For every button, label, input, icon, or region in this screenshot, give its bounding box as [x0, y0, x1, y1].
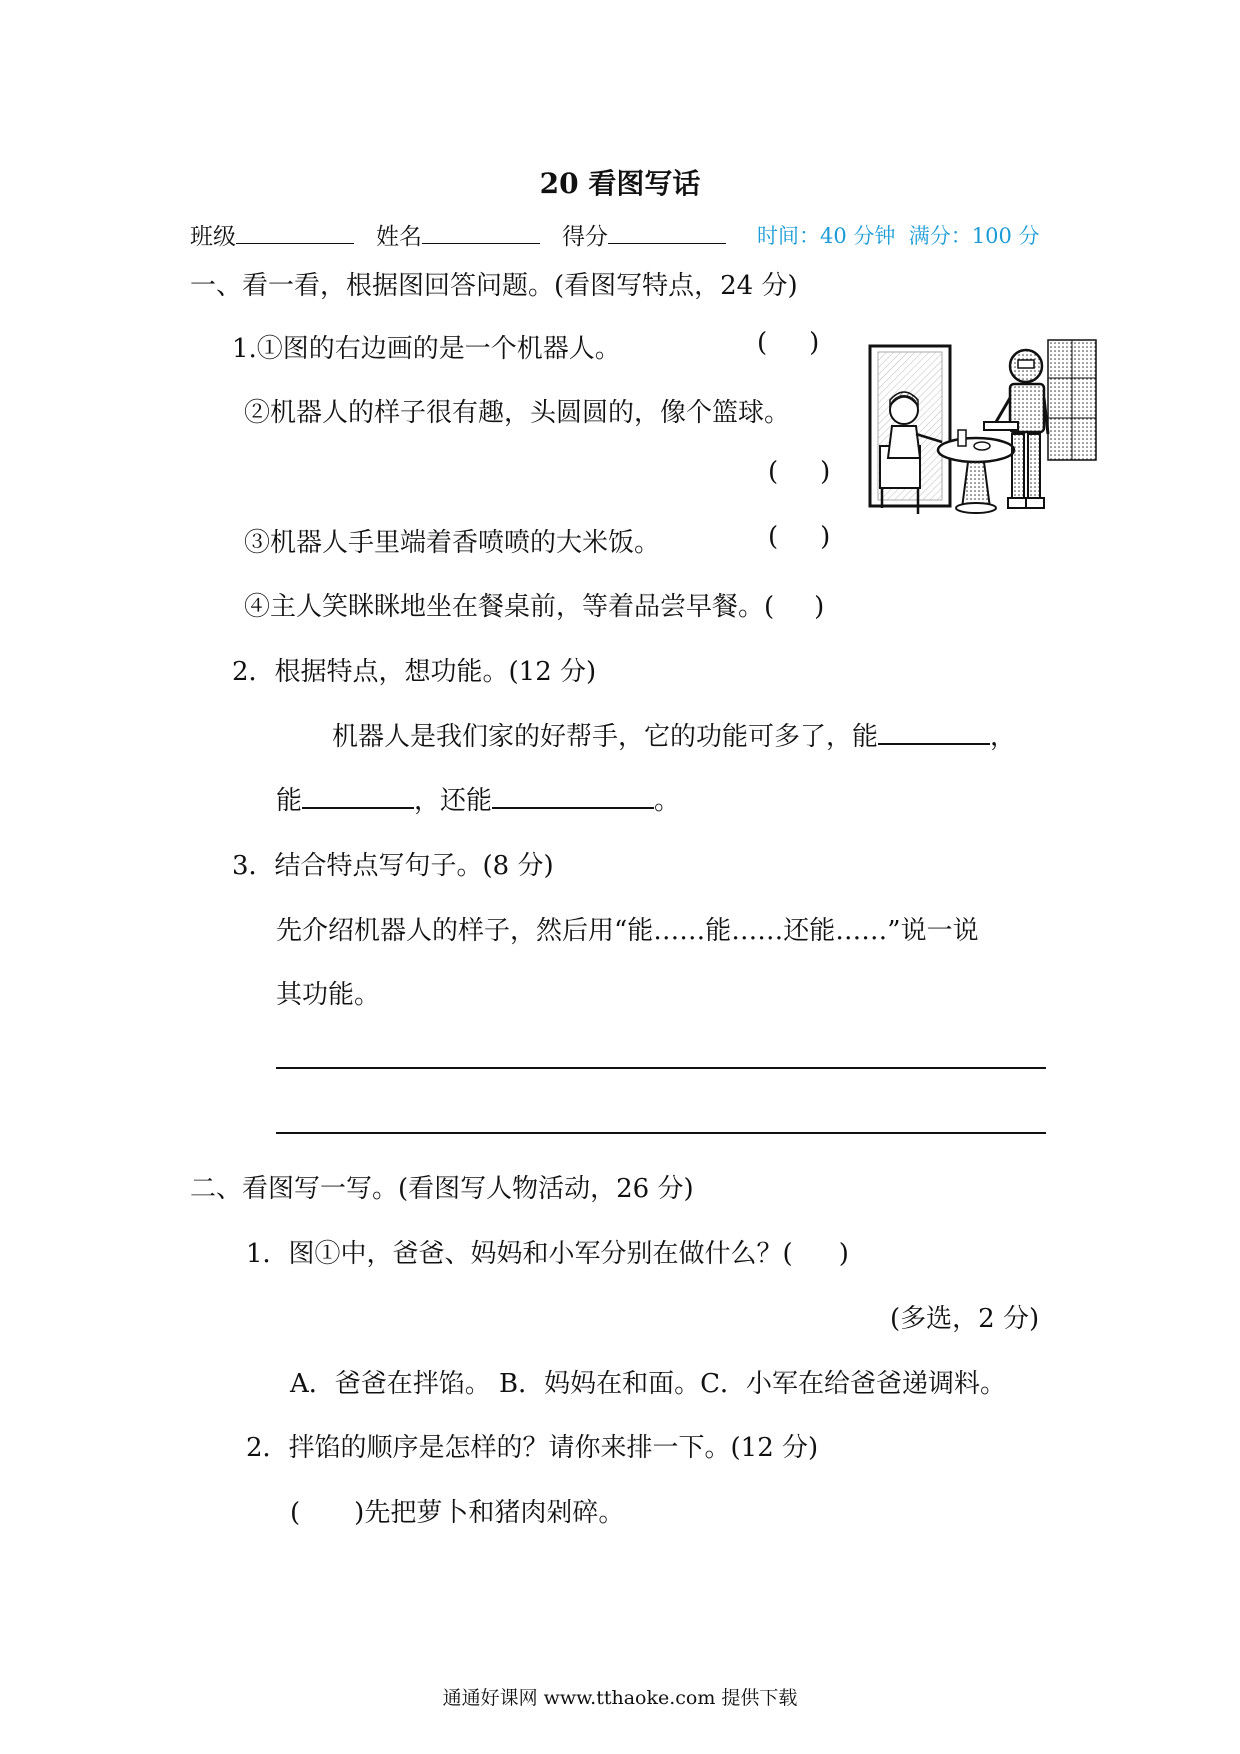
answer-paren-2[interactable]: ( )	[768, 457, 831, 487]
writing-line-1[interactable]	[276, 1067, 1046, 1069]
answer-paren-4[interactable]: ( )	[764, 592, 825, 622]
score-label: 得分	[562, 224, 608, 250]
q2-prompt: 2．根据特点，想功能。(12 分)	[232, 657, 597, 687]
answer-paren-3[interactable]: ( )	[768, 522, 831, 552]
q1-statement-2: ②机器人的样子很有趣，头圆圆的，像个篮球。	[244, 398, 791, 428]
section1-heading: 一、看一看，根据图回答问题。(看图写特点，24 分)	[190, 271, 798, 301]
robot-serving-illustration	[858, 338, 1098, 520]
function-blank-1[interactable]	[878, 717, 990, 745]
section2-heading: 二、看图写一写。(看图写人物活动，26 分)	[190, 1174, 694, 1204]
q3-instruction-1: 先介绍机器人的样子，然后用“能……能……还能……”说一说	[276, 916, 979, 946]
s2-q1-options: A．爸爸在拌馅。 B．妈妈在和面。C．小军在给爸爸递调料。	[290, 1369, 1007, 1399]
class-field[interactable]	[190, 218, 354, 251]
class-blank[interactable]	[236, 223, 354, 244]
page-title: 20 看图写话	[539, 167, 701, 200]
footer-credit: 通通好课网 www.tthaoke.com 提供下载	[442, 1687, 798, 1709]
time-info: 时间：40 分钟	[757, 224, 896, 248]
s2-q2-item-1: ( )先把萝卜和猪肉剁碎。	[290, 1498, 625, 1528]
score-field[interactable]	[562, 218, 726, 251]
q2-sentence-line2: 能 ，还能 。	[276, 780, 680, 817]
q3-instruction-2: 其功能。	[276, 980, 381, 1010]
function-blank-3[interactable]	[492, 781, 654, 809]
s2-q2-prompt: 2．拌馅的顺序是怎样的？请你来排一下。(12 分)	[246, 1433, 819, 1463]
q2-sentence-line1: 机器人是我们家的好帮手，它的功能可多了，能 ，	[332, 716, 1016, 753]
q1-statement-1: 1.①图的右边画的是一个机器人。	[232, 334, 621, 364]
answer-paren-1[interactable]: ( )	[757, 328, 820, 358]
writing-line-2[interactable]	[276, 1132, 1046, 1134]
q3-prompt: 3．结合特点写句子。(8 分)	[232, 851, 554, 881]
name-field[interactable]	[376, 218, 540, 251]
name-label: 姓名	[376, 224, 422, 250]
name-blank[interactable]	[422, 223, 540, 244]
full-score: 满分：100 分	[908, 224, 1040, 248]
order-paren-1[interactable]: ( )	[290, 1498, 365, 1528]
score-blank[interactable]	[608, 223, 726, 244]
class-label: 班级	[190, 224, 236, 250]
s2-q1-note: (多选，2 分)	[890, 1304, 1040, 1334]
s2-q1-prompt: 1．图①中，爸爸、妈妈和小军分别在做什么？( )	[246, 1239, 849, 1269]
q1-statement-3: ③机器人手里端着香喷喷的大米饭。	[244, 528, 661, 558]
function-blank-2[interactable]	[302, 781, 414, 809]
exam-meta	[757, 220, 1040, 250]
q1-statement-4: ④主人笑眯眯地坐在餐桌前，等着品尝早餐。( )	[244, 592, 825, 622]
